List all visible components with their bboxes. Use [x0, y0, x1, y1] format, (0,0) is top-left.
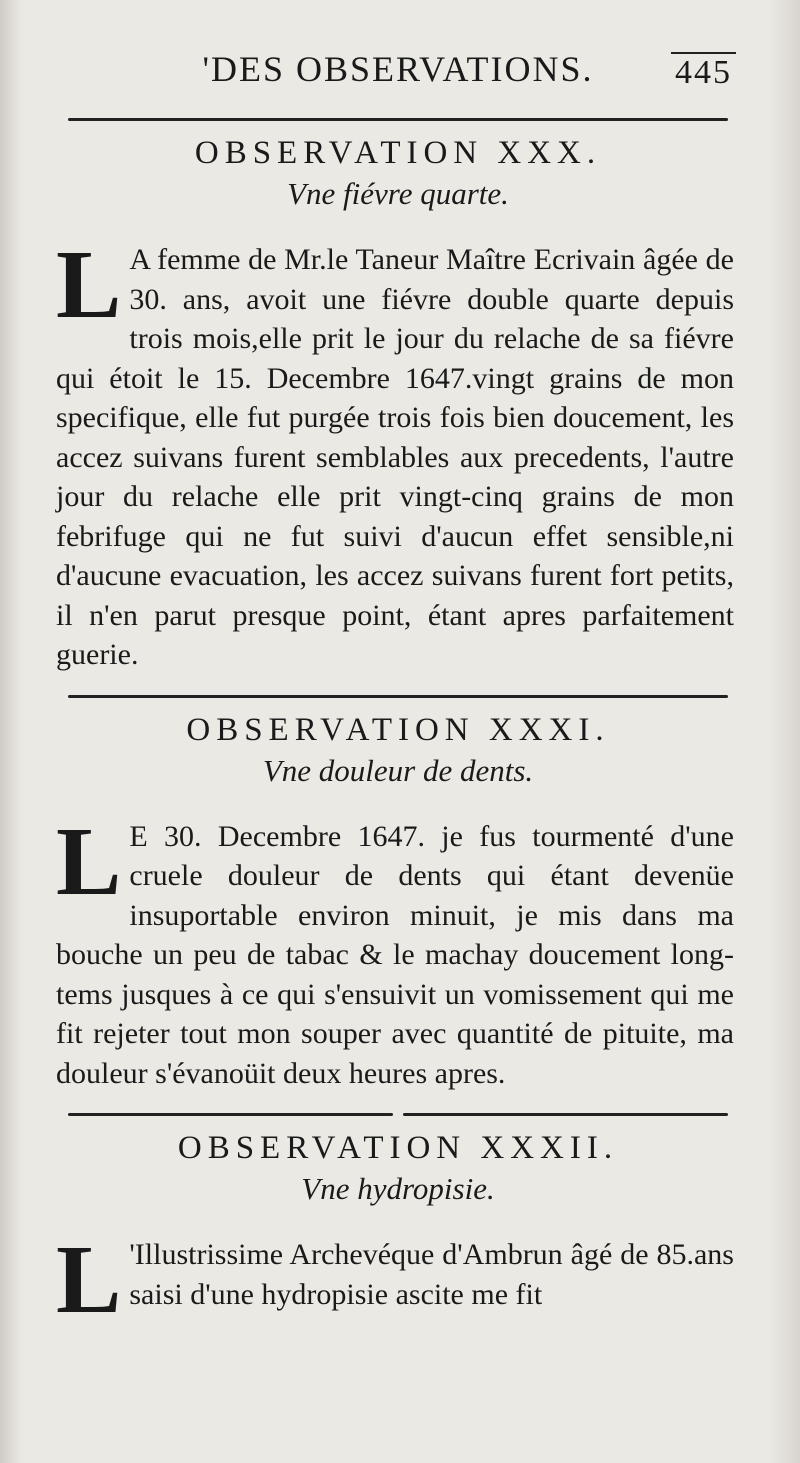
observation-subtitle: Vne fiévre quarte.: [287, 176, 509, 211]
observation-text: 'Illustrissime Archevéque d'Ambrun âgé de 85.ans saisi d'une hydropisie ascite me fit: [129, 1238, 734, 1311]
section-divider: [68, 695, 728, 698]
page-number: 445: [671, 52, 736, 92]
drop-cap: L: [56, 1226, 122, 1334]
observation-31: [56, 712, 740, 1094]
section-divider: [68, 118, 728, 121]
observation-text: A femme de Mr.le Taneur Maître Ecrivain âgée de 30. ans, avoit une fiévre double quarte depuis trois mois,elle prit le jour du relache de sa fiévre qui étoit le 15. Decembre 1647.vingt grains de mon specifique, elle fut purgée trois fois bien doucement, les accez suivans furent semblables aux precedents, l'autre jour du relache elle prit vingt-cinq grains de mon febrifuge qui ne fut suivi d'aucun effet sensible,ni d'aucune evacuation, les accez suivans furent fort petits, il n'en parut presque point, étant apres parfaitement guerie.: [56, 243, 734, 671]
running-head: 'DES OBSERVATIONS.: [202, 49, 594, 89]
page-edge-left: [0, 0, 22, 1463]
observation-subtitle: Vne hydropisie.: [301, 1171, 495, 1206]
observation-title: OBSERVATION XXX.: [194, 135, 602, 171]
section-divider: [68, 1113, 728, 1116]
observation-subtitle: Vne douleur de dents.: [262, 752, 534, 788]
drop-cap: L: [56, 807, 122, 916]
observation-30: [56, 135, 740, 675]
observation-title: OBSERVATION XXXI.: [186, 711, 610, 748]
observation-text: E 30. Decembre 1647. je fus tourmenté d'une cruele douleur de dents qui étant devenüe insuportable environ minuit, je mis dans ma bouche un peu de tabac & le machay doucement long-tems jusques à ce qui s'ensuivit un vomissement qui me fit rejeter tout mon souper avec quantité de pituite, ma douleur s'évanoüit deux heures apres.: [56, 819, 734, 1090]
observation-body: [56, 1226, 740, 1334]
drop-cap: L: [56, 231, 122, 339]
observation-32: [56, 1130, 740, 1334]
page-edge-right: [770, 0, 800, 1463]
observation-body: [56, 231, 740, 675]
observation-body: [56, 807, 740, 1094]
page-header: [56, 42, 740, 102]
observation-title: OBSERVATION XXXII.: [177, 1130, 619, 1166]
